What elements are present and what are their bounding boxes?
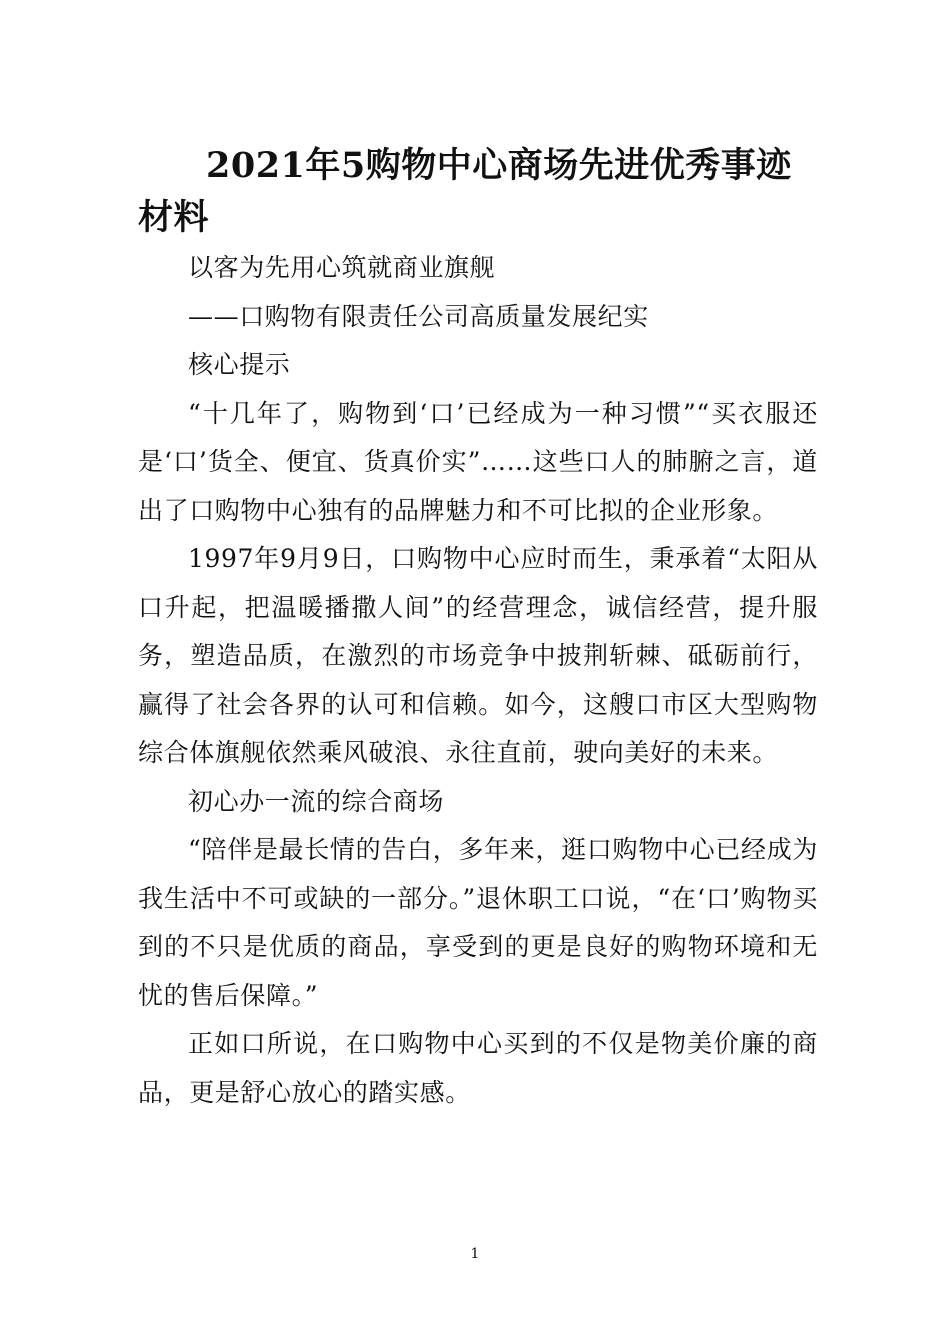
- body-paragraph: 1997年9月9日，口购物中心应时而生，秉承着“太阳从口升起，把温暖播撒人间”的经营理念，诚信经营，提升服务，塑造品质，在激烈的市场竞争中披荆斩棘、砥砺前行，赢得了社会各界的认可和信赖。如今，这艘口市区大型购物综合体旗舰依然乘风破浪、永往直前，驶向美好的未来。: [138, 544, 818, 767]
- body-paragraph: 正如口所说，在口购物中心买到的不仅是物美价廉的商品，更是舒心放心的踏实感。: [138, 1029, 818, 1107]
- subtitle-line: 以客为先用心筑就商业旗舰: [188, 253, 496, 282]
- section-heading-first-intent: 初心办一流的综合商场: [188, 786, 445, 816]
- document-body: [138, 244, 818, 1117]
- page-number: 1: [470, 1246, 480, 1262]
- section-heading-core-tips: 核心提示: [188, 350, 291, 379]
- subtitle-sub-line: ——口购物有限责任公司高质量发展纪实: [188, 301, 649, 331]
- body-paragraph: “陪伴是最长情的告白，多年来，逛口购物中心已经成为我生活中不可或缺的一部分。”退休职工口说，“在‘口’购物买到的不只是优质的商品，享受到的更是良好的购物环境和无忧的售后保障。”: [138, 835, 818, 1010]
- body-paragraph: “十几年了，购物到‘口’已经成为一种习惯”“买衣服还是‘口’货全、便宜、货真价实”……这些口人的肺腑之言，道出了口购物中心独有的品牌魅力和不可比拟的企业形象。: [138, 398, 818, 525]
- document-title: 2021年5购物中心商场先进优秀事迹材料: [138, 145, 792, 238]
